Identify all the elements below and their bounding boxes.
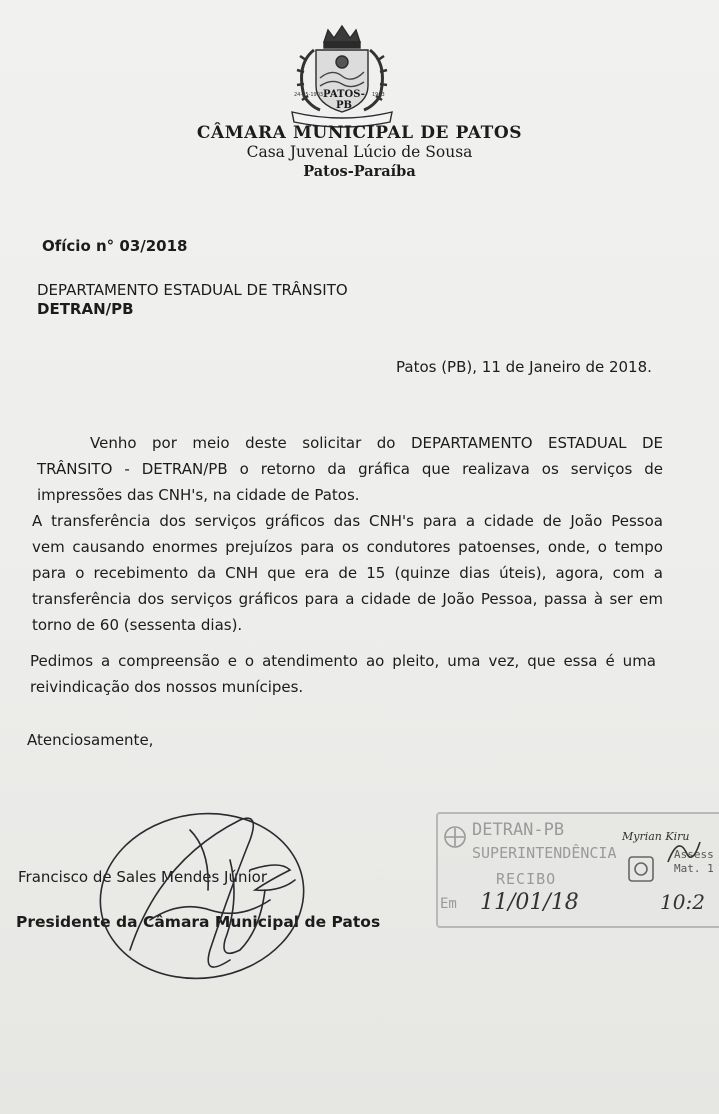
handwritten-signature [90, 800, 350, 990]
emblem-ribbon-text: PATOS-PB [323, 89, 365, 111]
paragraph-line: reivindicação dos nossos munícipes. [30, 678, 304, 696]
building-name: Casa Juvenal Lúcio de Sousa [246, 143, 473, 161]
receiver-name: Myrian Kiru [622, 830, 690, 843]
paragraph-line: A transferência dos serviços gráficos das CNH's para a cidade de João Pessoa [32, 512, 663, 530]
letter-date: Patos (PB), 11 de Janeiro de 2018. [396, 358, 652, 376]
paragraph-justification [32, 508, 663, 638]
paragraph-line: transferência dos serviços gráficos para a cidade de João Pessoa, passa à ser em [32, 590, 663, 608]
emblem-right-year: 1903 [372, 92, 385, 98]
receiver-seal-icon [626, 854, 656, 884]
receiver-mat: Mat. 1 [674, 862, 714, 875]
recipient-line1: DEPARTAMENTO ESTADUAL DE TRÂNSITO [37, 281, 348, 299]
receipt-stamp [436, 812, 719, 924]
stamp-detran: DETRAN-PB [472, 820, 565, 840]
paragraph-line: Pedimos a compreensão e o atendimento ao pleito, uma vez, que essa é uma [30, 652, 656, 670]
stamp-received-date: 11/01/18 [480, 890, 579, 915]
signer-name: Francisco de Sales Mendes Júnior [18, 868, 267, 886]
receiver-signature [664, 832, 704, 872]
coat-of-arms-emblem [286, 20, 398, 128]
receiver-role: Assess [674, 848, 714, 861]
stamp-received-prefix: Em [440, 896, 457, 912]
paragraph-line: impressões das CNH's, na cidade de Patos. [37, 486, 360, 504]
paragraph-line: Venho por meio deste solicitar do DEPARTAMENTO ESTADUAL DE [90, 434, 663, 452]
detran-logo-icon [442, 824, 468, 850]
institution-name: CÂMARA MUNICIPAL DE PATOS [196, 123, 523, 143]
closing-salutation: Atenciosamente, [27, 731, 154, 749]
city-name: Patos-Paraíba [303, 163, 416, 180]
paragraph-line: para o recebimento da CNH que era de 15 (quinze dias úteis), agora, com a [32, 564, 663, 582]
emblem-left-year: 24-05-1903 [294, 92, 324, 98]
paragraph-request [37, 430, 663, 508]
paragraph-line: vem causando enormes prejuízos para os condutores patoenses, onde, o tempo [32, 538, 663, 556]
paragraph-line: TRÂNSITO - DETRAN/PB o retorno da gráfica que realizava os serviços de [37, 460, 663, 478]
paragraph-plea [30, 648, 656, 700]
stamp-recibo: RECIBO [496, 870, 557, 888]
letter-reference: Ofício n° 03/2018 [42, 237, 188, 255]
stamp-received-time: 10:2 [660, 890, 705, 914]
signer-title: Presidente da Câmara Municipal de Patos [16, 913, 381, 931]
paragraph-line: torno de 60 (sessenta dias). [32, 616, 243, 634]
recipient-line2: DETRAN/PB [37, 300, 134, 318]
stamp-superintendencia: SUPERINTENDÊNCIA [472, 844, 617, 862]
